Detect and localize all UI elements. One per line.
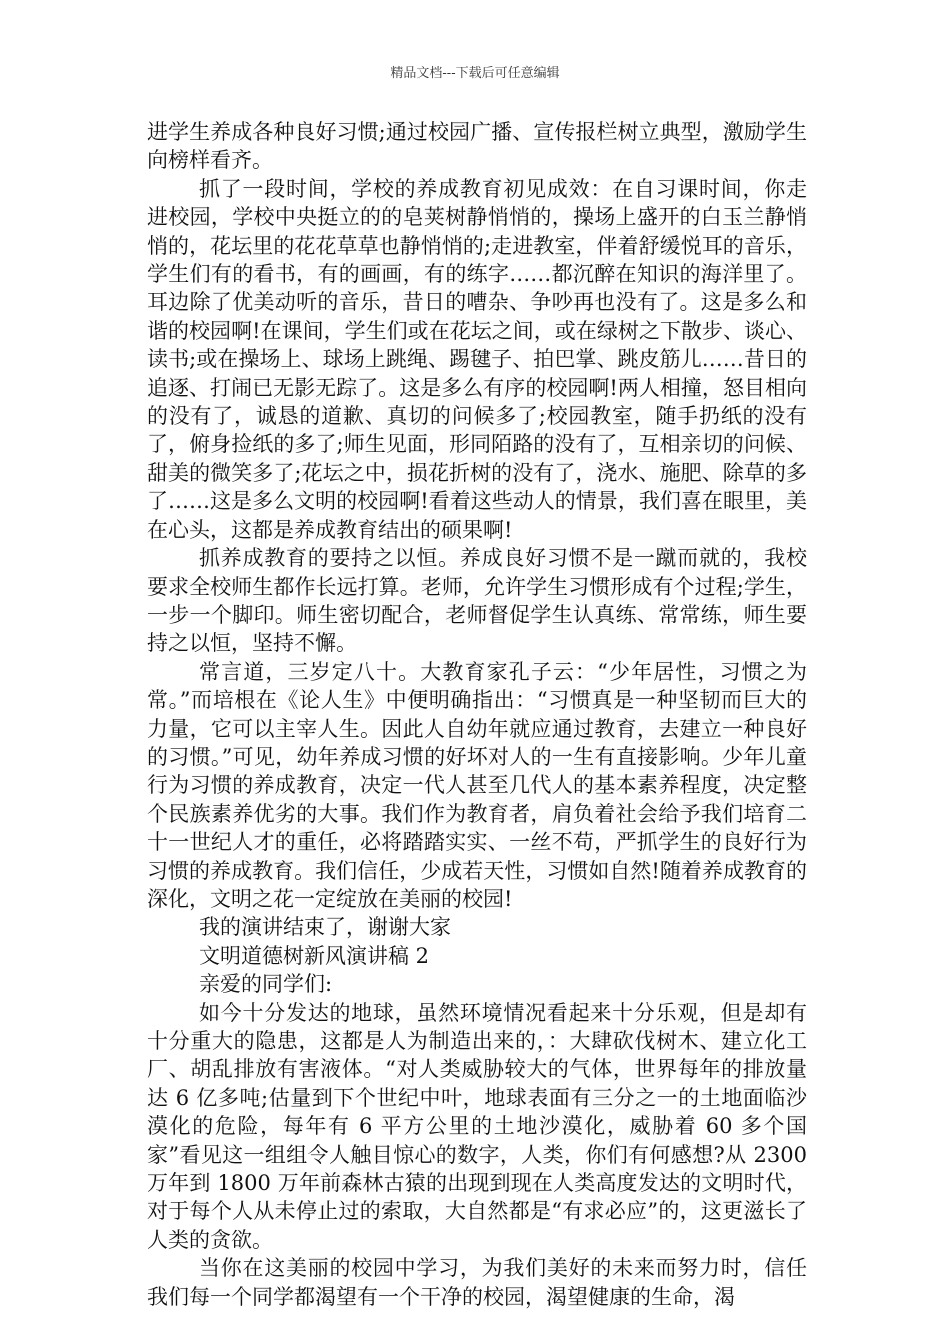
paragraph-results: 抓了一段时间，学校的养成教育初见成效：在自习课时间，你走进校园，学校中央挺立的的皂荚树静悄悄的，操场上盛开的白玉兰静悄悄的，花坛里的花花草草也静悄悄的;走进教室，伴着舒缓悦耳的音乐，学生们有的看书，有的画画，有的练字……都沉醉在知识的海洋里了。耳边除了优美动听的音乐，昔日的嘈杂、争吵再也没有了。这是多么和谐的校园啊!在课间，学生们或在花坛之间，或在绿树之下散步、谈心、读书;或在操场上、球场上跳绳、踢毽子、拍巴掌、跳皮筋儿……昔日的追逐、打闹已无影无踪了。这是多么有序的校园啊!两人相撞，怒目相向的没有了，诚恳的道歉、真切的问候多了;校园教室，随手扔纸的没有了，俯身捡纸的多了;师生见面，形同陌路的没有了，互相亲切的问候、甜美的微笑多了;花坛之中，损花折树的没有了，浇水、施肥、除草的多了……这是多么文明的校园啊!看着这些动人的情景，我们喜在眼里，美在心头，这都是养成教育结出的硕果啊! <box>147 176 807 542</box>
paragraph-closing: 我的演讲结束了，谢谢大家 <box>199 915 451 940</box>
document-body <box>147 118 807 1311</box>
paragraph-continuation: 进学生养成各种良好习惯;通过校园广播、宣传报栏树立典型，激励学生向榜样看齐。 <box>147 120 807 173</box>
speech-title: 文明道德树新风演讲稿 2 <box>199 943 430 968</box>
paragraph-campus: 当你在这美丽的校园中学习，为我们美好的未来而努力时，信任我们每一个同学都渴望有一个干净的校园，渴望健康的生命，渴 <box>147 1256 807 1309</box>
paragraph-persistence: 抓养成教育的要持之以恒。养成良好习惯不是一蹴而就的，我校要求全校师生都作长远打算。老师，允许学生习惯形成有个过程;学生，一步一个脚印。师生密切配合，老师督促学生认真练、常常练，师生要持之以恒，坚持不懈。 <box>147 546 807 656</box>
paragraph-proverb: 常言道，三岁定八十。大教育家孔子云：“少年居性，习惯之为常。”而培根在《论人生》中便明确指出：“习惯真是一种坚韧而巨大的力量，它可以主宰人生。因此人自幼年就应通过教育，去建立一种良好的习惯。”可见，幼年养成习惯的好坏对人的一生有直接影响。少年儿童行为习惯的养成教育，决定一代人甚至几代人的基本素养程度，决定整个民族素养优劣的大事。我们作为教育者，肩负着社会给予我们培育二十一世纪人才的重任，必将踏踏实实、一丝不苟，严抓学生的良好行为习惯的养成教育。我们信任，少成若天性，习惯如自然!随着养成教育的深化，文明之花一定绽放在美丽的校园! <box>147 659 807 911</box>
page-header: 精品文档---下载后可任意编辑 <box>390 66 560 81</box>
paragraph-environment: 如今十分发达的地球，虽然环境情况看起来十分乐观，但是却有十分重大的隐患，这都是人为制造出来的，：大肆砍伐树木、建立化工厂、胡乱排放有害液体。“对人类威胁较大的气体，世界每年的排放量达 6 亿多吨;估量到下个世纪中叶，地球表面有三分之一的土地面临沙漠化的危险，每年有 6 平方公里的土地沙漠化，威胁着 60 多个国家”看见这一组组令人触目惊心的数字，人类，你们有何感想?从 2300 万年到 1800 万年前森林古猿的出现到现在人类高度发达的文明时代，对于每个人从未停止过的索取，大自然都是“有求必应”的，这更滋长了人类的贪欲。 <box>147 1000 807 1252</box>
salutation: 亲爱的同学们: <box>199 972 333 997</box>
